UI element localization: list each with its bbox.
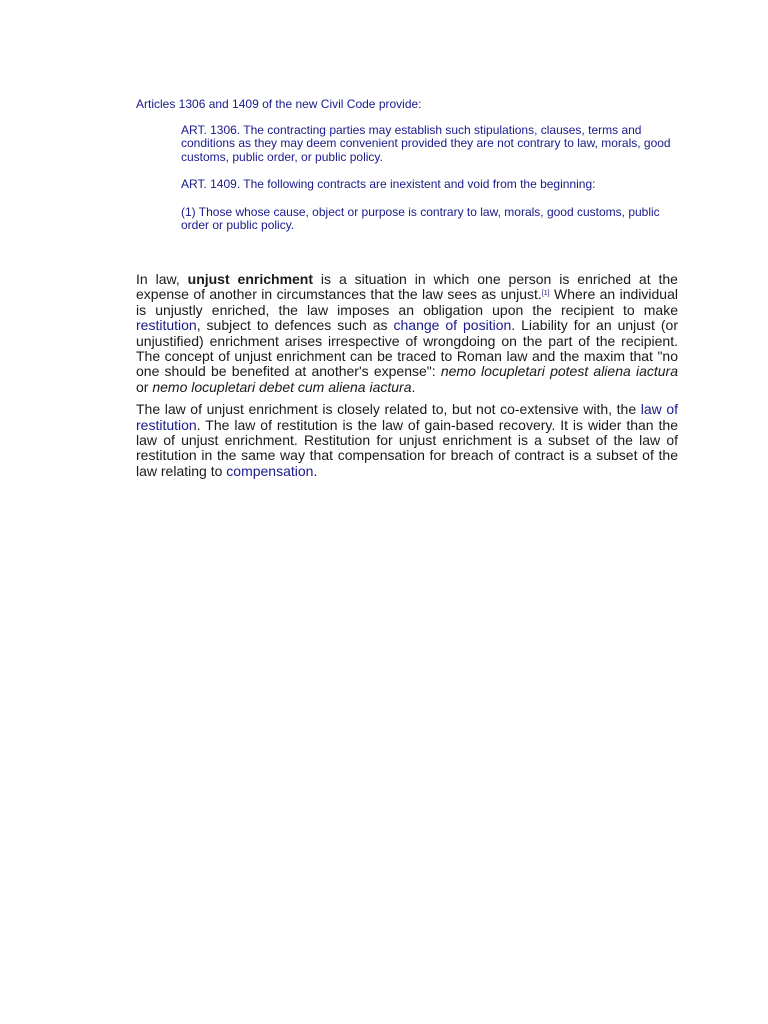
p1-text-6: or (136, 378, 153, 395)
term-unjust-enrichment: unjust enrichment (187, 271, 314, 287)
p2-text-3: . (313, 462, 318, 479)
paragraph-1 (136, 272, 678, 395)
p1-text-5: . Liability for an unjust (or unjustified) enrichment arises irrespective of wrongdoing on the part of the recipient. The concept of unjust enrichment can be traced to Roman law and the maxim that "no one should be benefited at another's expense": (136, 317, 678, 380)
unjust-enrichment-article (136, 272, 678, 479)
citation-reference-1[interactable]: [1] (541, 290, 550, 298)
change-of-position-link[interactable]: change of position (393, 317, 512, 334)
p1-text-7: . (411, 378, 416, 395)
latin-maxim-2: nemo locupletari debet cum aliena iactura (152, 378, 412, 395)
art-1409-clause-1: (1) Those whose cause, object or purpose is contrary to law, morals, good customs, public order or public policy. (181, 204, 660, 232)
art-1409-text: ART. 1409. The following contracts are inexistent and void from the beginning: (181, 177, 596, 191)
compensation-link[interactable]: compensation (226, 462, 314, 479)
p2-text-2: . The law of restitution is the law of gain-based recovery. It is wider than the law of unjust enrichment. Restitution for unjust enrichment is a subset of the law of restitution in the same way that compensation for breach of contract is a subset of the law relating to (136, 416, 678, 479)
restitution-link[interactable]: restitution (136, 317, 197, 334)
paragraph-2 (136, 402, 678, 479)
civil-code-intro: Articles 1306 and 1409 of the new Civil Code provide: (136, 97, 422, 111)
law-of-restitution-link[interactable]: law of restitution (136, 401, 678, 433)
p1-text-3: Where an individual is unjustly enriched, the law imposes an obligation upon the recipient to make (136, 286, 678, 318)
art-1306-text: ART. 1306. The contracting parties may establish such stipulations, clauses, terms and conditions as they may deem convenient provided they are not contrary to law, morals, good customs, public order, or public policy. (181, 122, 671, 164)
p1-text-2: is a situation in which one person is enriched at the expense of another in circumstances that the law sees as unjust. (136, 271, 678, 303)
civil-code-excerpt (136, 96, 681, 233)
p1-text-4: , subject to defences such as (196, 317, 394, 334)
latin-maxim-1: nemo locupletari potest aliena iactura (440, 363, 678, 380)
p2-text-1: The law of unjust enrichment is closely related to, but not co-extensive with, the (136, 401, 641, 418)
p1-text-1: In law, (136, 271, 188, 287)
